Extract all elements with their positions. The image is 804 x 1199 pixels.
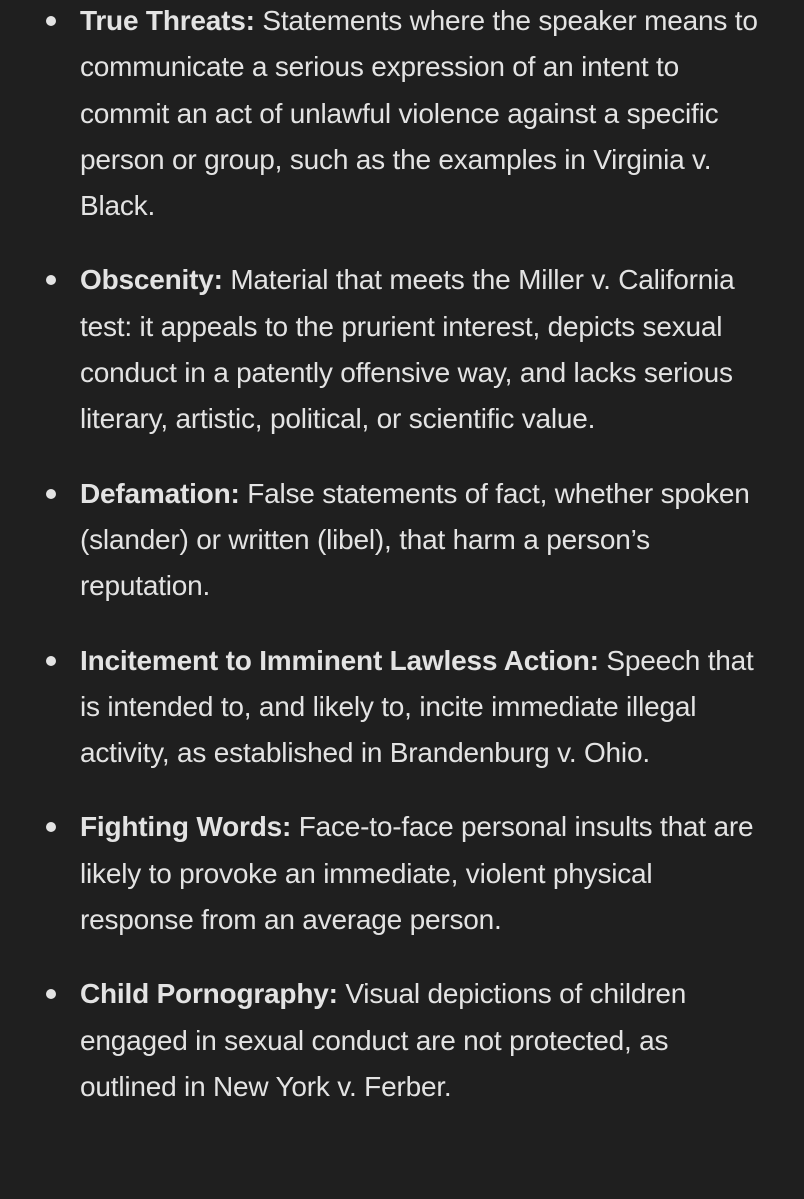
list-item-true-threats [0, 0, 770, 229]
bullet-icon [46, 275, 56, 285]
item-description: Material that meets the Miller v. California test: it appeals to the prurient interest, depicts sexual conduct in a patently offensive way, and lacks serious literary, artistic, political, or scientific value. [80, 264, 735, 435]
list-item-defamation [0, 471, 770, 610]
bullet-icon [46, 489, 56, 499]
item-term: Obscenity: [80, 264, 223, 296]
item-term: Fighting Words: [80, 811, 292, 843]
list-item-obscenity [0, 257, 770, 442]
item-term: Child Pornography: [80, 978, 338, 1010]
list-item-incitement [0, 638, 770, 777]
item-description: Speech that is intended to, and likely to, incite immediate illegal activity, as established in Brandenburg v. Ohio. [80, 644, 754, 769]
list-item-child-pornography [0, 971, 770, 1110]
bullet-icon [46, 822, 56, 832]
item-description: Statements where the speaker means to communicate a serious expression of an intent to commit an act of unlawful violence against a specific person or group, such as the examples in Virginia v. Black. [80, 5, 758, 222]
item-term: Defamation: [80, 477, 240, 509]
bullet-icon [46, 16, 56, 26]
item-description: Visual depictions of children engaged in sexual conduct are not protected, as outlined in New York v. Ferber. [80, 978, 687, 1102]
bullet-icon [46, 989, 56, 999]
list-item-fighting-words [0, 804, 770, 943]
bullet-icon [46, 656, 56, 666]
item-term: Incitement to Imminent Lawless Action: [80, 644, 599, 676]
item-description: False statements of fact, whether spoken (slander) or written (libel), that harm a person’s reputation. [80, 477, 750, 602]
item-term: True Threats: [80, 5, 255, 36]
item-description: Face-to-face personal insults that are likely to provoke an immediate, violent physical response from an average person. [80, 811, 754, 936]
